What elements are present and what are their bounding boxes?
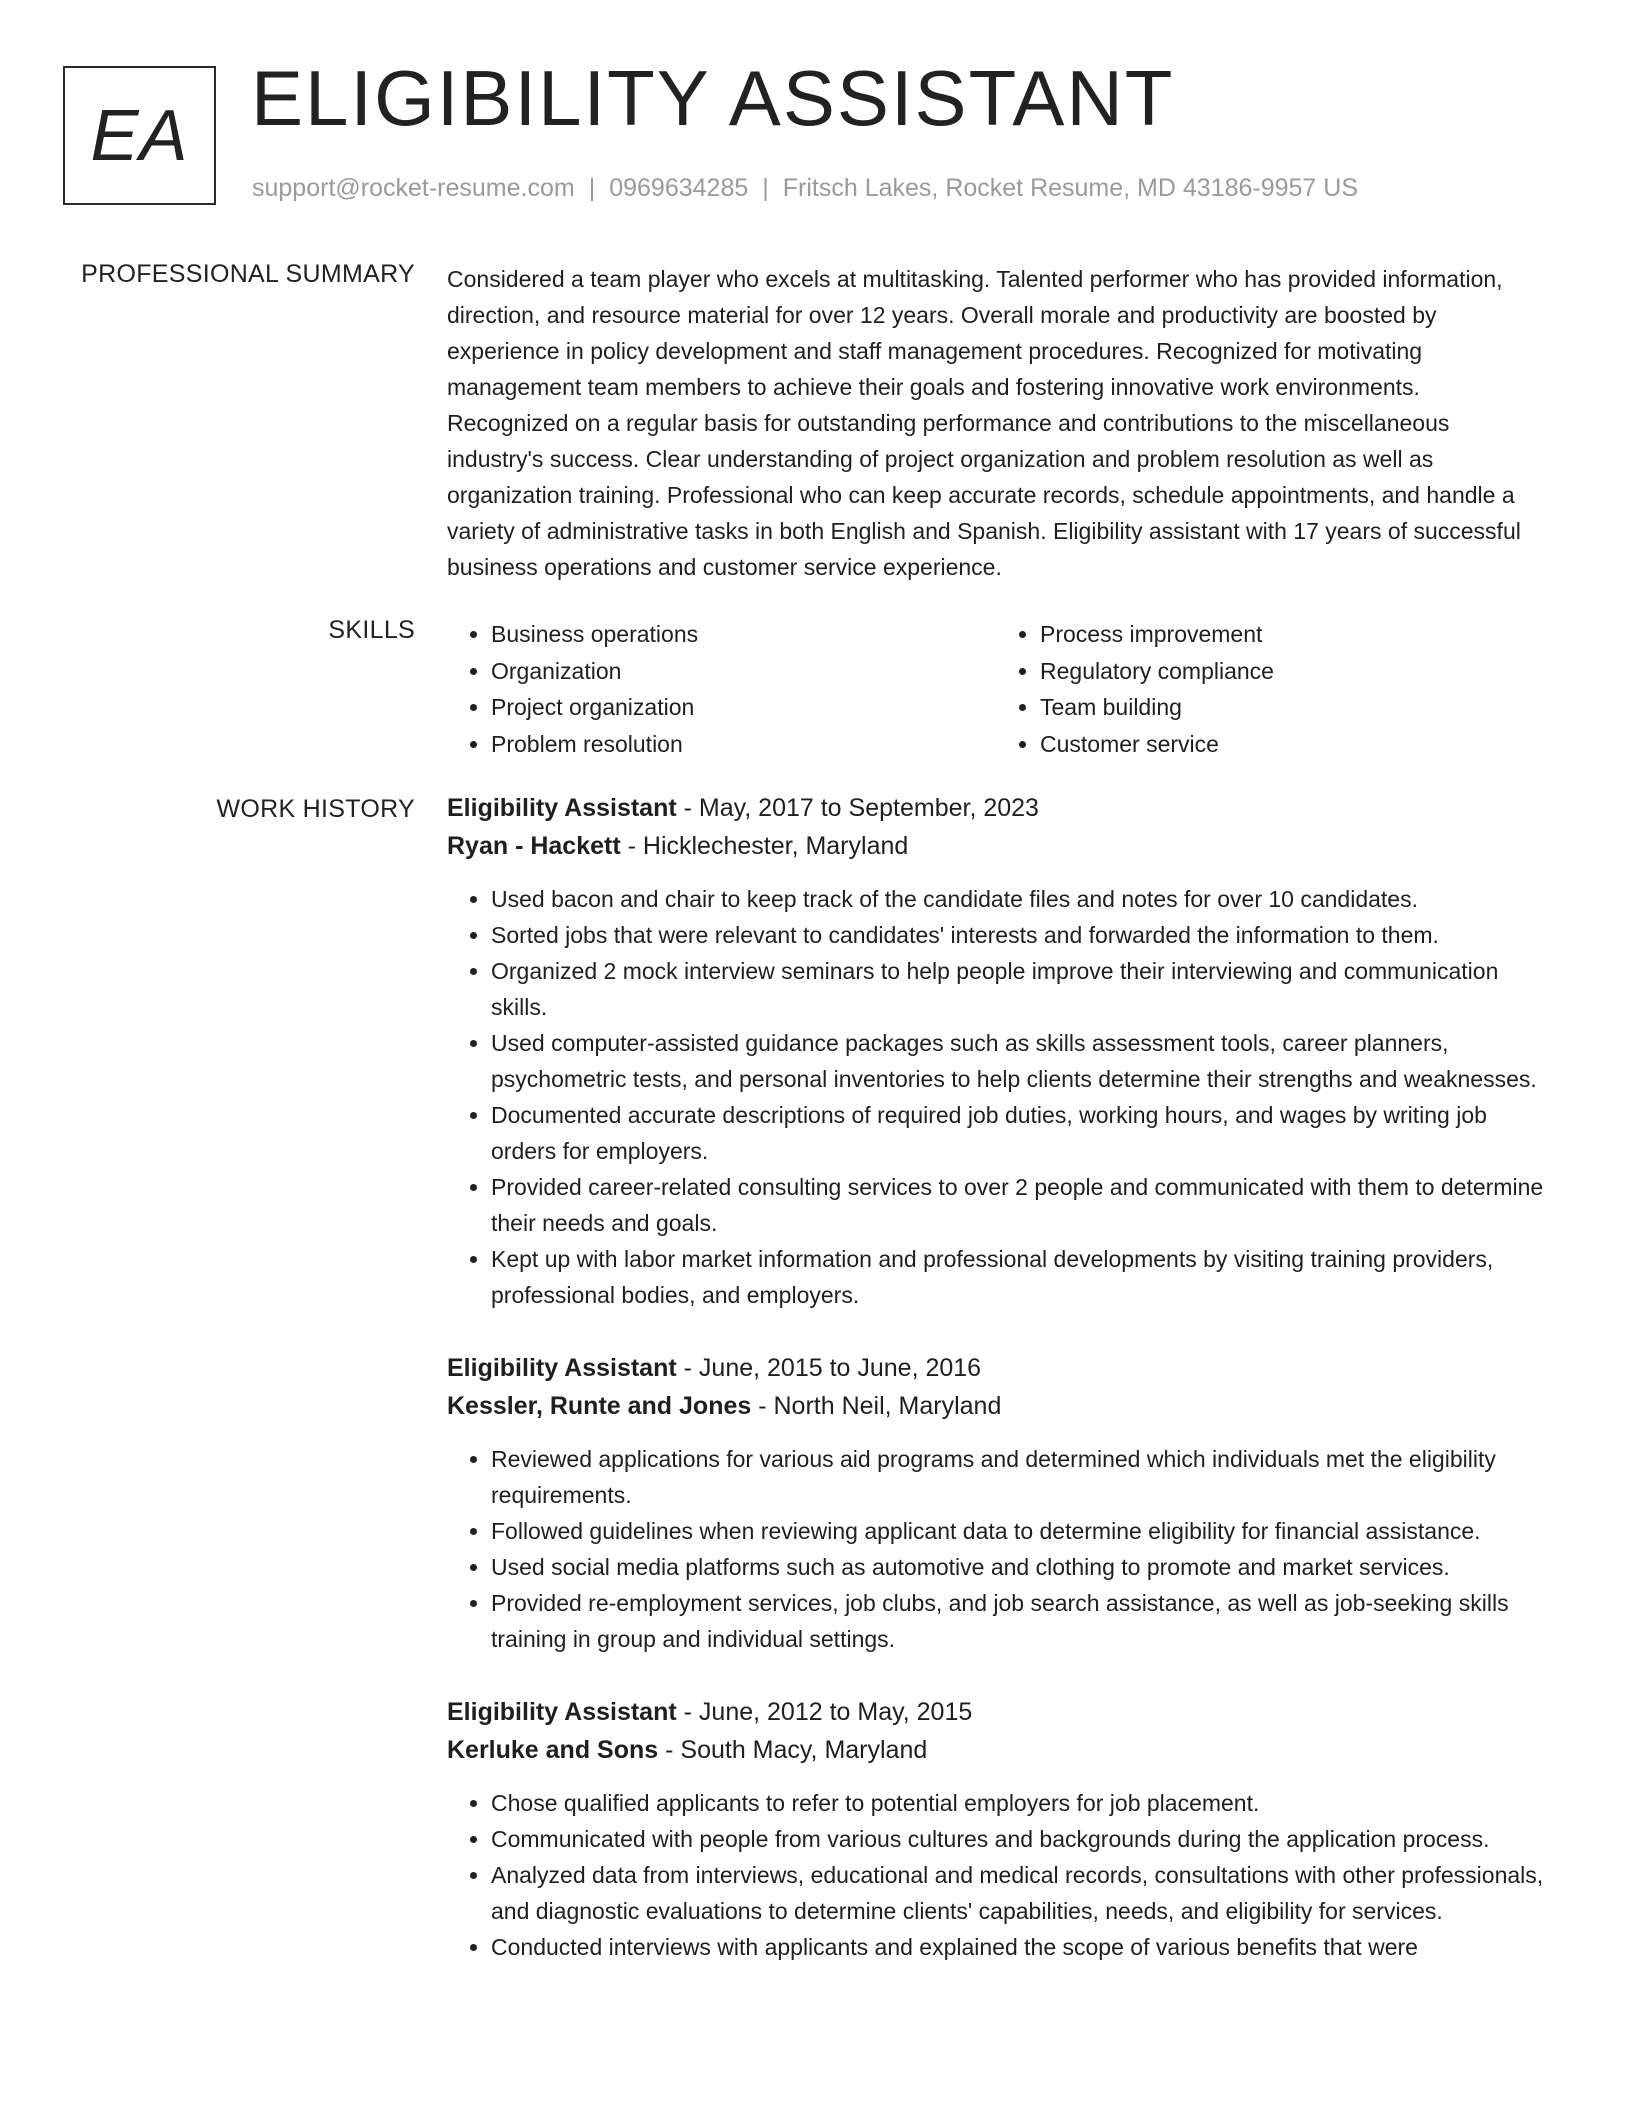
job-bullet: • Sorted jobs that were relevant to candidates' interests and forwarded the information to them. [491,917,1547,953]
job-title: Eligibility Assistant [447,794,677,822]
job-bullet: • Organized 2 mock interview seminars to help people improve their interviewing and communication skills. [491,953,1547,1025]
job-company-line [447,1731,1547,1769]
monogram-logo: EA [63,66,216,205]
job-bullet: • Reviewed applications for various aid programs and determined which individuals met the eligibility requirements. [491,1441,1547,1513]
skills-heading: SKILLS [328,616,415,644]
job-company: Kerluke and Sons [447,1736,659,1764]
job-company-line [447,827,1547,865]
job-dates: - June, 2015 to June, 2016 [683,1354,982,1382]
job-bullet: • Analyzed data from interviews, educational and medical records, consultations with other professionals, and diagnostic evaluations to determine clients' capabilities, needs, and eligibility for services. [491,1857,1547,1929]
skill-item: • Organization [491,653,996,690]
job-bullet: • Chose qualified applicants to refer to potential employers for job placement. [491,1785,1547,1821]
job-location: - North Neil, Maryland [758,1392,1002,1420]
contact-email: support@rocket-resume.com [252,174,575,202]
job-bullet: • Followed guidelines when reviewing applicant data to determine eligibility for financial assistance. [491,1513,1547,1549]
contact-separator: | [588,174,596,202]
job-bullets [447,1441,1547,1657]
contact-separator: | [762,174,769,202]
job-bullet: • Conducted interviews with applicants and explained the scope of various benefits that were [491,1929,1547,1965]
job-location: - South Macy, Maryland [665,1736,928,1764]
job-bullet: • Used social media platforms such as automotive and clothing to promote and market services. [491,1549,1547,1585]
contact-address: Fritsch Lakes, Rocket Resume, MD 43186-9957 US [782,174,1359,202]
job-entry [447,1693,1547,1965]
job-dates: - June, 2012 to May, 2015 [683,1698,973,1726]
job-company-line [447,1387,1547,1425]
job-bullet: • Kept up with labor market information and professional developments by visiting training providers, professional bodies, and employers. [491,1241,1547,1313]
job-bullet: • Provided career-related consulting services to over 2 people and communicated with them to determine their needs and goals. [491,1169,1547,1241]
skill-item: • Problem resolution [491,726,996,763]
job-bullet: • Documented accurate descriptions of required job duties, working hours, and wages by writing job orders for employers. [491,1097,1547,1169]
job-dates: - May, 2017 to September, 2023 [683,794,1039,822]
skill-item: • Project organization [491,689,996,726]
job-company: Kessler, Runte and Jones [447,1392,752,1420]
contact-phone: 0969634285 [609,174,749,202]
summary-heading: PROFESSIONAL SUMMARY [81,260,415,288]
contact-line [252,174,1358,203]
job-bullet: • Used computer-assisted guidance packages such as skills assessment tools, career planners, psychometric tests, and personal inventories to help clients determine their strengths and weaknesses. [491,1025,1547,1097]
page-title: ELIGIBILITY ASSISTANT [251,54,1175,142]
skill-item: • Regulatory compliance [1040,653,1545,690]
skill-item: • Team building [1040,689,1545,726]
job-bullet: • Provided re-employment services, job clubs, and job search assistance, as well as job-seeking skills training in group and individual settings. [491,1585,1547,1657]
job-company: Ryan - Hackett [447,832,621,860]
job-entry [447,789,1547,1313]
job-bullets [447,881,1547,1313]
job-bullet: • Used bacon and chair to keep track of the candidate files and notes for over 10 candidates. [491,881,1547,917]
job-title-line [447,789,1547,827]
job-title: Eligibility Assistant [447,1698,677,1726]
skills-list-left [447,616,996,762]
job-entry [447,1349,1547,1657]
skill-item: • Business operations [491,616,996,653]
job-title-line [447,1693,1547,1731]
job-title: Eligibility Assistant [447,1354,677,1382]
skills-list-right [996,616,1545,762]
job-location: - Hicklechester, Maryland [627,832,909,860]
skill-item: • Customer service [1040,726,1545,763]
job-bullets [447,1785,1547,1965]
job-bullet: • Communicated with people from various cultures and backgrounds during the application process. [491,1821,1547,1857]
job-title-line [447,1349,1547,1387]
skill-item: • Process improvement [1040,616,1545,653]
work-history-heading: WORK HISTORY [216,795,415,823]
summary-text: Considered a team player who excels at multitasking. Talented performer who has provided information, direction, and resource material for over 12 years. Overall morale and productivity are boosted by experience in policy development and staff management procedures. Recognized for motivating management team members to achieve their goals and fostering innovative work environments. Recognized on a regular basis for outstanding performance and contributions to the miscellaneous industry's success. Clear understanding of project organization and problem resolution as well as organization training. Professional who can keep accurate records, schedule appointments, and handle a variety of administrative tasks in both English and Spanish. Eligibility assistant with 17 years of successful business operations and customer service experience. [447,266,1521,580]
